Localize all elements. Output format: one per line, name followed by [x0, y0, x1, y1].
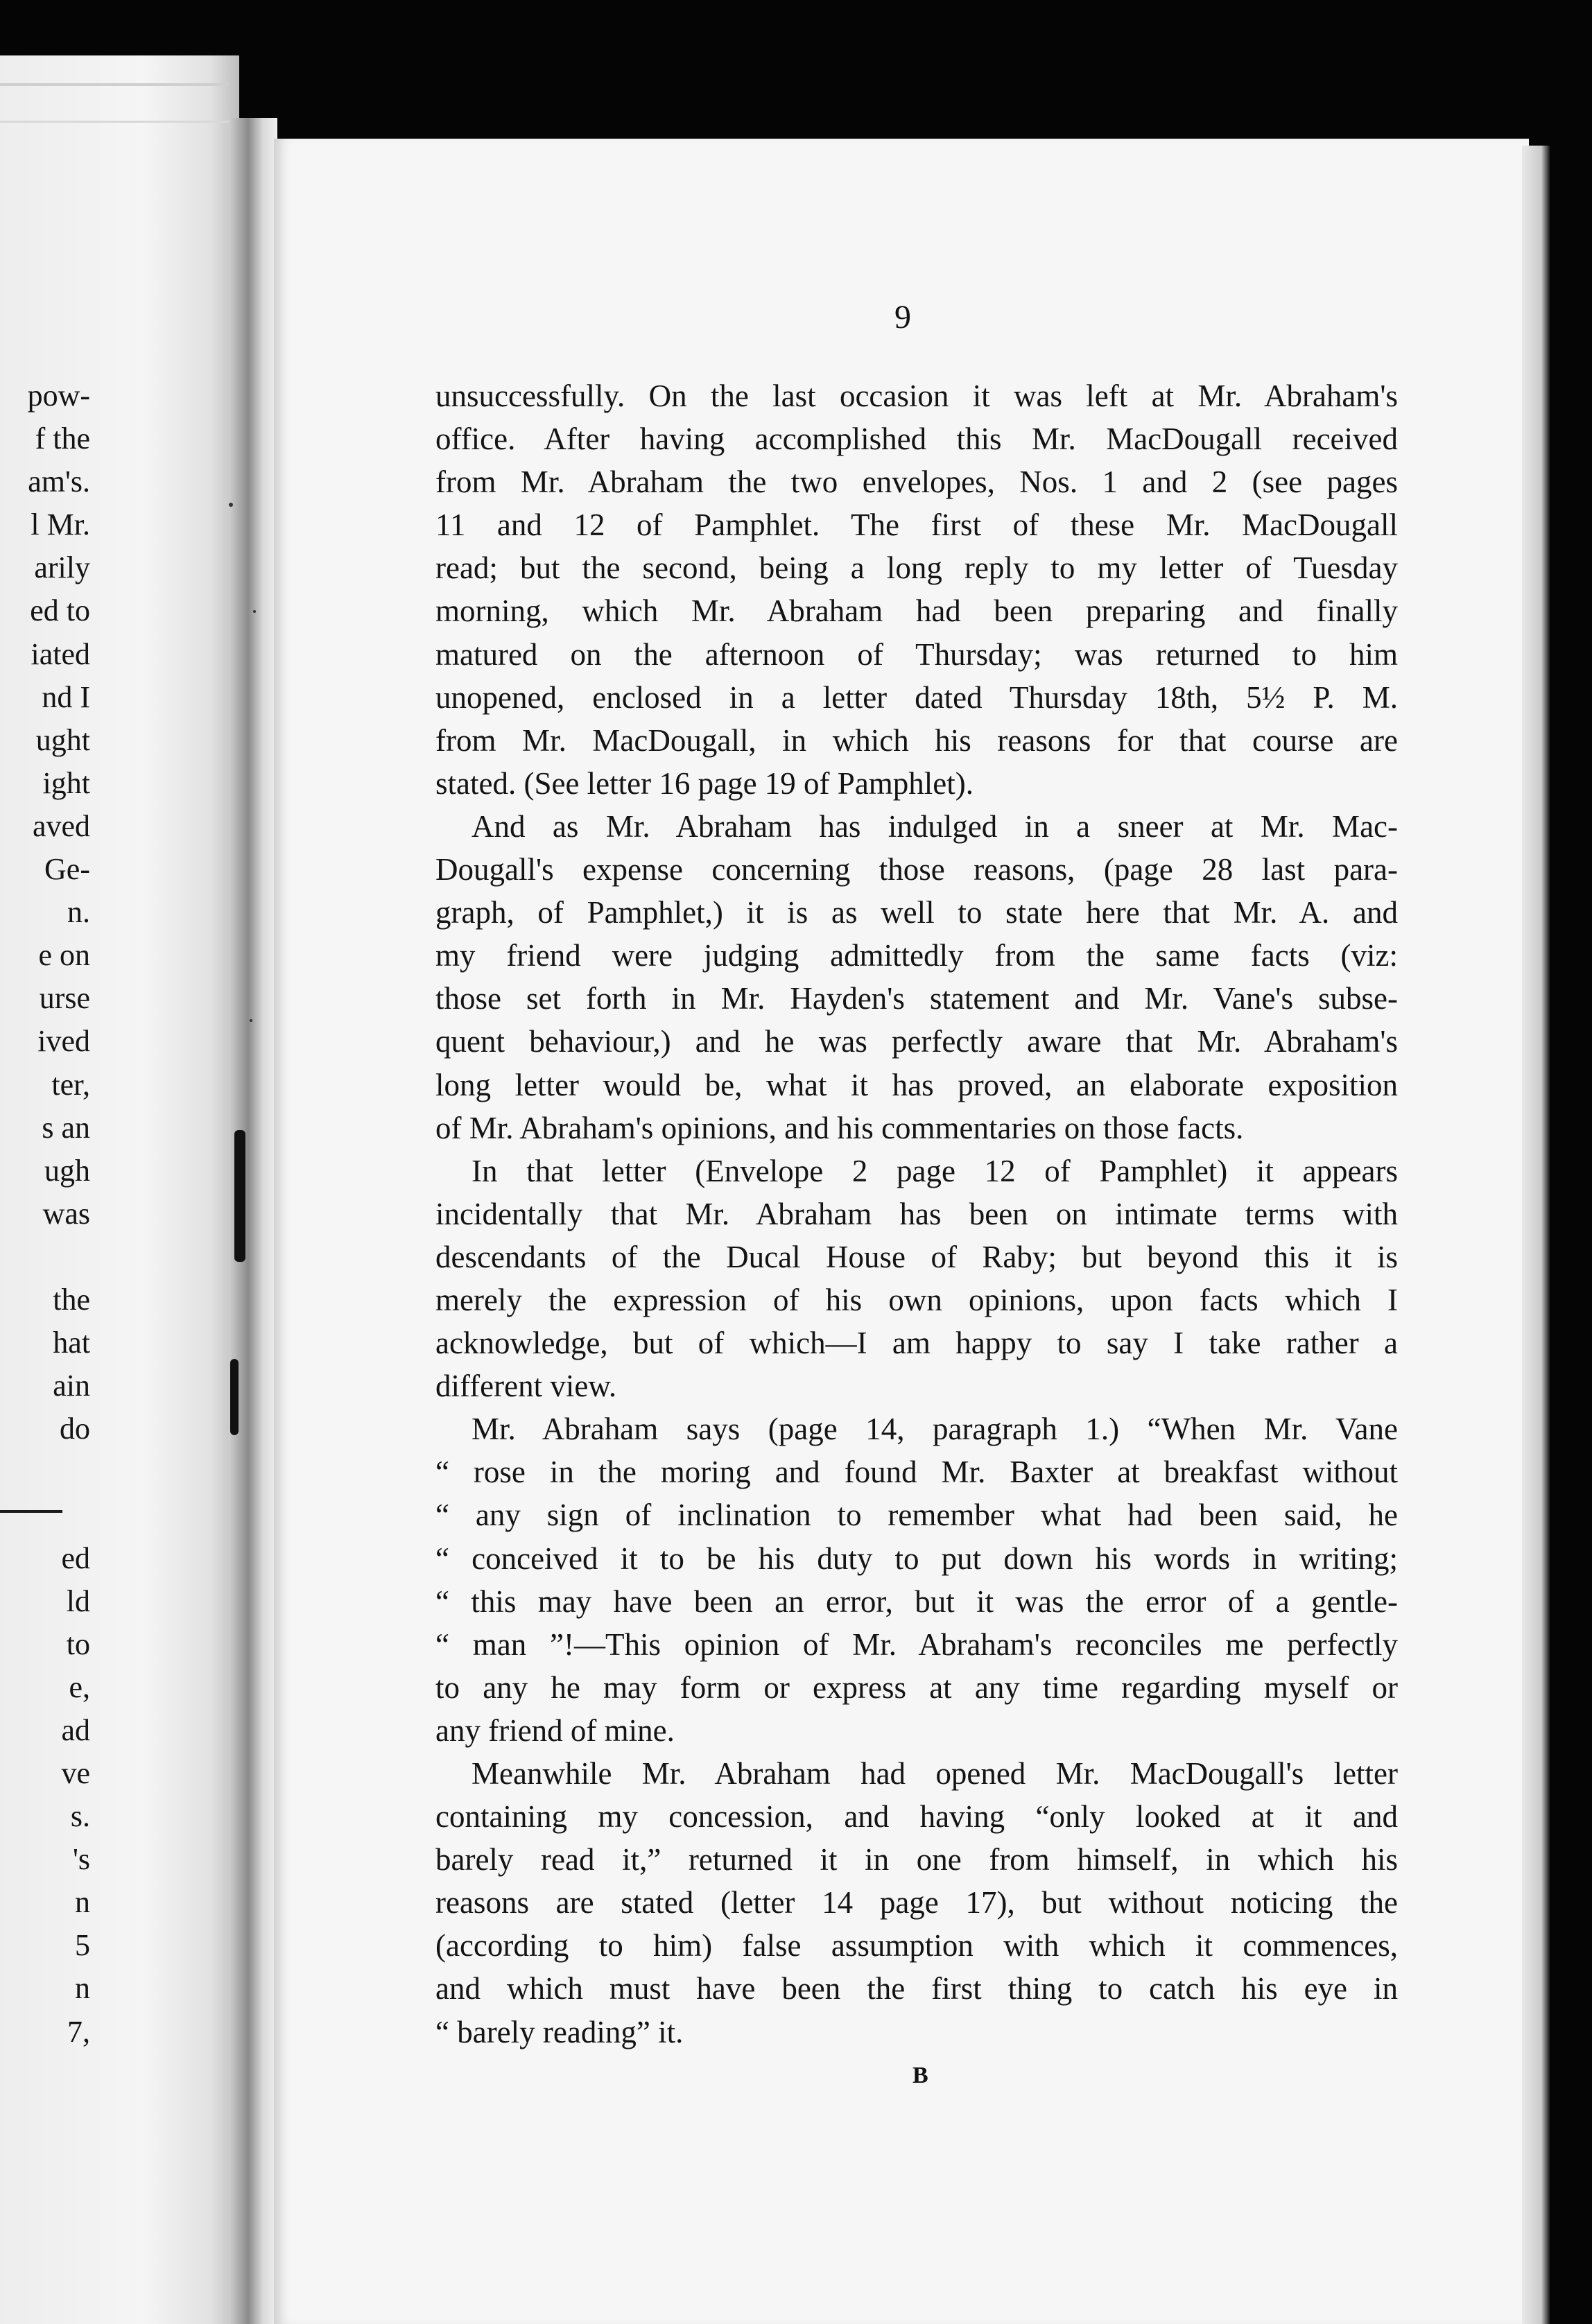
text-line: those set forth in Mr. Hayden's statement and Mr. Vane's subse- [435, 981, 1398, 1016]
text-line: my friend were judging admittedly from the same facts (viz: [435, 938, 1398, 973]
previous-page-fragment: iated [31, 636, 90, 671]
previous-page-fragment: am's. [28, 465, 90, 499]
text-line: any friend of mine. [435, 1712, 675, 1748]
text-line: merely the expression of his own opinions, upon facts which I [435, 1282, 1398, 1317]
text-line: And as Mr. Abraham has indulged in a sneer at Mr. Mac- [471, 808, 1398, 844]
binding-shadow-mark [230, 1359, 239, 1435]
previous-page-fragment: nd I [42, 679, 90, 714]
previous-page-fragment: 7, [67, 2014, 90, 2049]
previous-page-fragment: arily [34, 550, 90, 585]
text-line: “ conceived it to be his duty to put down his words in writing; [435, 1541, 1398, 1576]
previous-page-fragment: 's [72, 1842, 90, 1877]
paper-speck [253, 610, 256, 613]
text-line: “ this may have been an error, but it was the error of a gentle- [435, 1584, 1398, 1619]
previous-page-fragment: do [60, 1412, 90, 1446]
text-line: Dougall's expense concerning those reasons, (page 28 last para- [435, 852, 1398, 887]
previous-page-fragment: e on [38, 938, 90, 973]
previous-page-fragment [0, 1493, 90, 1536]
previous-page-fragment: l Mr. [31, 508, 90, 542]
text-line: office. After having accomplished this Mr. MacDougall received [435, 422, 1398, 457]
text-line: barely read it,” returned it in one from himself, in which his [435, 1842, 1398, 1878]
text-line: In that letter (Envelope 2 page 12 of Pamphlet) it appears [471, 1153, 1398, 1188]
body-text [435, 374, 1398, 2054]
page-right-edge [1522, 146, 1550, 2324]
previous-page-fragment: was [42, 1196, 90, 1231]
previous-page-fragment: n [75, 1971, 90, 2006]
text-line: and which must have been the first thing to catch his eye in [435, 1971, 1398, 2006]
previous-page-fragment: ad [61, 1712, 90, 1747]
page-stack-edge [0, 83, 229, 123]
previous-page-fragment: f the [35, 422, 90, 456]
text-line: Meanwhile Mr. Abraham had opened Mr. MacDougall's letter [471, 1756, 1398, 1791]
previous-page-fragment: s an [42, 1110, 90, 1145]
text-line: unopened, enclosed in a letter dated Thursday 18th, 5½ P. M. [435, 679, 1398, 715]
text-line: containing my concession, and having “only looked at it and [435, 1799, 1398, 1835]
previous-page-rule [0, 1510, 62, 1513]
previous-page-fragment: to [66, 1627, 90, 1661]
signature-mark: B [912, 2063, 928, 2088]
previous-page-fragment: aved [32, 808, 90, 843]
previous-page-fragment: ain [53, 1369, 90, 1403]
previous-page-fragment: the [53, 1282, 90, 1317]
text-line: descendants of the Ducal House of Raby; but beyond this it is [435, 1239, 1398, 1274]
previous-page-fragment: 5 [75, 1928, 90, 1963]
text-line: acknowledge, but of which—I am happy to say I take rather a [435, 1326, 1398, 1361]
text-line: graph, of Pamphlet,) it is as well to state here that Mr. A. and [435, 895, 1398, 930]
previous-page-fragment: ter, [51, 1067, 90, 1102]
text-line: different view. [435, 1369, 617, 1404]
text-line: from Mr. MacDougall, in which his reasons for that course are [435, 722, 1398, 758]
text-line: reasons are stated (letter 14 page 17), but without noticing the [435, 1885, 1398, 1920]
previous-page-fragment: pow- [27, 379, 90, 413]
text-line: read; but the second, being a long reply to my letter of Tuesday [435, 550, 1398, 586]
text-line: incidentally that Mr. Abraham has been on intimate terms with [435, 1196, 1398, 1231]
previous-page-fragment: ed to [30, 593, 90, 628]
previous-page-text-fragments [0, 374, 90, 2054]
text-line: from Mr. Abraham the two envelopes, Nos. 1 and 2 (see pages [435, 465, 1398, 500]
previous-page-fragment: Ge- [44, 852, 90, 887]
previous-page-fragment: ld [66, 1584, 90, 1618]
text-line: morning, which Mr. Abraham had been preparing and finally [435, 593, 1398, 629]
previous-page-fragment: ight [42, 765, 90, 800]
previous-page-fragment: e, [69, 1670, 90, 1704]
text-line: (according to him) false assumption with which it commences, [435, 1928, 1398, 1963]
previous-page-fragment: ve [61, 1756, 90, 1790]
text-line: matured on the afternoon of Thursday; was returned to him [435, 636, 1398, 672]
previous-page-fragment [0, 1450, 90, 1493]
previous-page-fragment: urse [39, 981, 90, 1016]
text-line: of Mr. Abraham's opinions, and his commentaries on those facts. [435, 1110, 1244, 1145]
text-line: “ man ”!—This opinion of Mr. Abraham's reconciles me perfectly [435, 1627, 1398, 1662]
binding-shadow-mark [234, 1130, 245, 1262]
text-line: unsuccessfully. On the last occasion it was left at Mr. Abraham's [435, 379, 1398, 413]
text-line: stated. (See letter 16 page 19 of Pamphlet). [435, 765, 974, 801]
previous-page-fragment: s. [70, 1799, 90, 1834]
page-number: 9 [894, 299, 911, 336]
previous-page-fragment: n [75, 1885, 90, 1920]
text-line: to any he may form or express at any time regarding myself or [435, 1670, 1398, 1705]
paper-speck [229, 503, 233, 507]
previous-page-fragment: ed [61, 1541, 90, 1575]
text-line: long letter would be, what it has proved, an elaborate exposition [435, 1067, 1398, 1102]
previous-page-fragment: hat [53, 1326, 90, 1360]
previous-page-fragment: ught [35, 722, 90, 757]
text-line: “ rose in the moring and found Mr. Baxter at breakfast without [435, 1455, 1398, 1490]
text-line: quent behaviour,) and he was perfectly aware that Mr. Abraham's [435, 1024, 1398, 1059]
text-line: “ barely reading” it. [435, 2014, 684, 2049]
text-line: “ any sign of inclination to remember what had been said, he [435, 1498, 1398, 1533]
text-line: Mr. Abraham says (page 14, paragraph 1.) “When Mr. Vane [471, 1412, 1398, 1447]
previous-page-fragment: ived [37, 1024, 90, 1059]
previous-page-fragment: ugh [44, 1153, 90, 1188]
previous-page-fragment [0, 1235, 90, 1278]
text-line: 11 and 12 of Pamphlet. The first of these Mr. MacDougall [435, 508, 1398, 543]
previous-page-fragment: n. [67, 895, 90, 930]
paper-speck [250, 1019, 252, 1022]
